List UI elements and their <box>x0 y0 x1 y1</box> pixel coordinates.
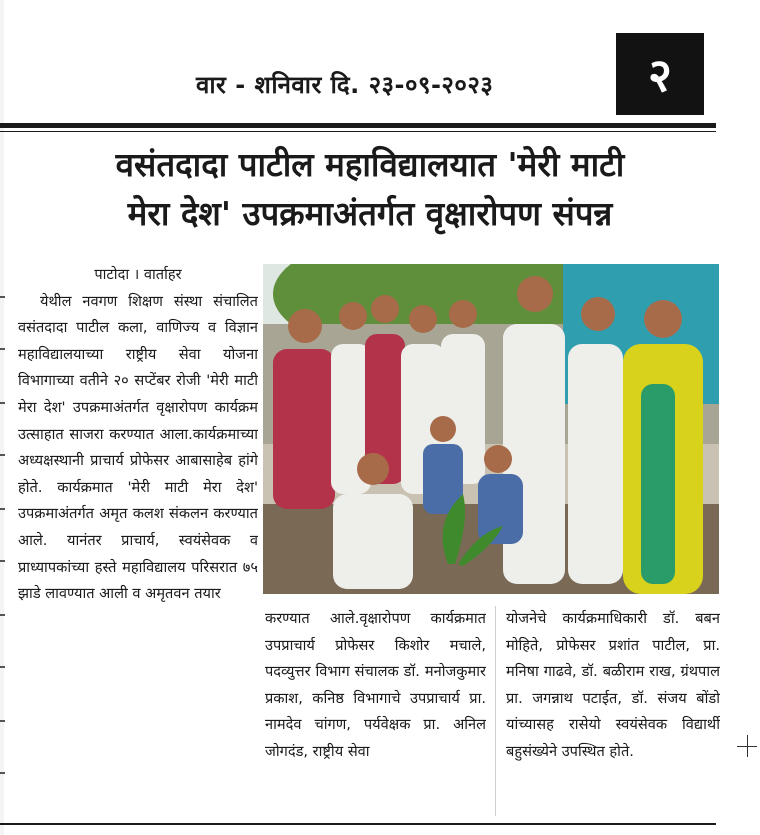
tree-planting-group-photo <box>263 264 719 594</box>
gutter-mark <box>0 348 5 350</box>
gutter-mark <box>0 402 5 404</box>
headline <box>20 140 720 238</box>
article-text-column-1: येथील नवगण शिक्षण संस्था संचालित वसंतदादा पाटील कला, वाणिज्य व विज्ञान महाविद्यालयाच्या राष्ट्रीय सेवा योजना विभागाच्या वतीने २० सप्टेंबर रोजी 'मेरी माटी मेरा देश' उपक्रमाअंतर्गत वृक्षारोपण कार्यक्रम उत्साहात साजरा करण्यात आला.कार्यक्रमाच्या अध्यक्षस्थानी प्राचार्य प्रोफेसर आबासाहेब हांगे होते. कार्यक्रमात 'मेरी माटी मेरा देश' उपक्रमाअंतर्गत अमृत कलश संकलन करण्यात आले. यानंतर प्राचार्य, स्वयंसेवक व प्राध्यापकांच्या हस्ते महाविद्यालय परिसरात ७५ झाडे लावण्यात आली व अमृतवन तयार <box>18 292 258 603</box>
gutter-mark <box>0 772 5 774</box>
headline-line-1: वसंतदादा पाटील महाविद्यालयात 'मेरी माटी <box>115 145 625 184</box>
article-column-1 <box>18 262 258 818</box>
gutter-mark <box>0 508 5 510</box>
gutter-mark <box>0 666 5 668</box>
article-column-3: योजनेचे कार्यक्रमाधिकारी डॉ. बबन मोहिते, प्रोफेसर प्रशांत पाटील, प्रा. मनिषा गाढवे, डॉ. बळीराम राख, ग्रंथपाल प्रा. जगन्नाथ पटाईत, डॉ. संजय बोंडो यांच्यासह रासेयो स्वयंसेवक विद्यार्थी बहुसंख्येने उपस्थित होते. <box>506 610 720 760</box>
header-rule-thin <box>0 131 716 132</box>
news-photo <box>263 264 719 594</box>
column-divider <box>495 606 496 816</box>
gutter-mark <box>0 296 5 298</box>
bottom-rule <box>0 823 716 825</box>
article-column-2: करण्यात आले.वृक्षारोपण कार्यक्रमात उपप्राचार्य प्रोफेसर किशोर मचाले, पदव्युत्तर विभाग संचालक डॉ. मनोजकुमार प्रकाश, कनिष्ठ विभागाचे उपप्राचार्य प्रा. नामदेव चांगण, पर्यवेक्षक प्रा. अनिल जोगदंड, राष्ट्रीय सेवा <box>265 610 486 760</box>
gutter-mark <box>0 614 5 616</box>
page-number-box: २ <box>616 33 704 115</box>
gutter-mark <box>0 560 5 562</box>
crop-mark-vertical <box>747 735 748 757</box>
article-dateline: पाटोदा । वार्ताहर <box>94 266 182 283</box>
issue-date: वार - शनिवार दि. २३-०९-२०२३ <box>196 71 494 99</box>
gutter-mark <box>0 720 5 722</box>
gutter-mark <box>0 454 5 456</box>
header-rule <box>0 123 716 128</box>
headline-line-2: मेरा देश' उपक्रमाअंतर्गत वृक्षारोपण संपन्न <box>127 194 613 233</box>
